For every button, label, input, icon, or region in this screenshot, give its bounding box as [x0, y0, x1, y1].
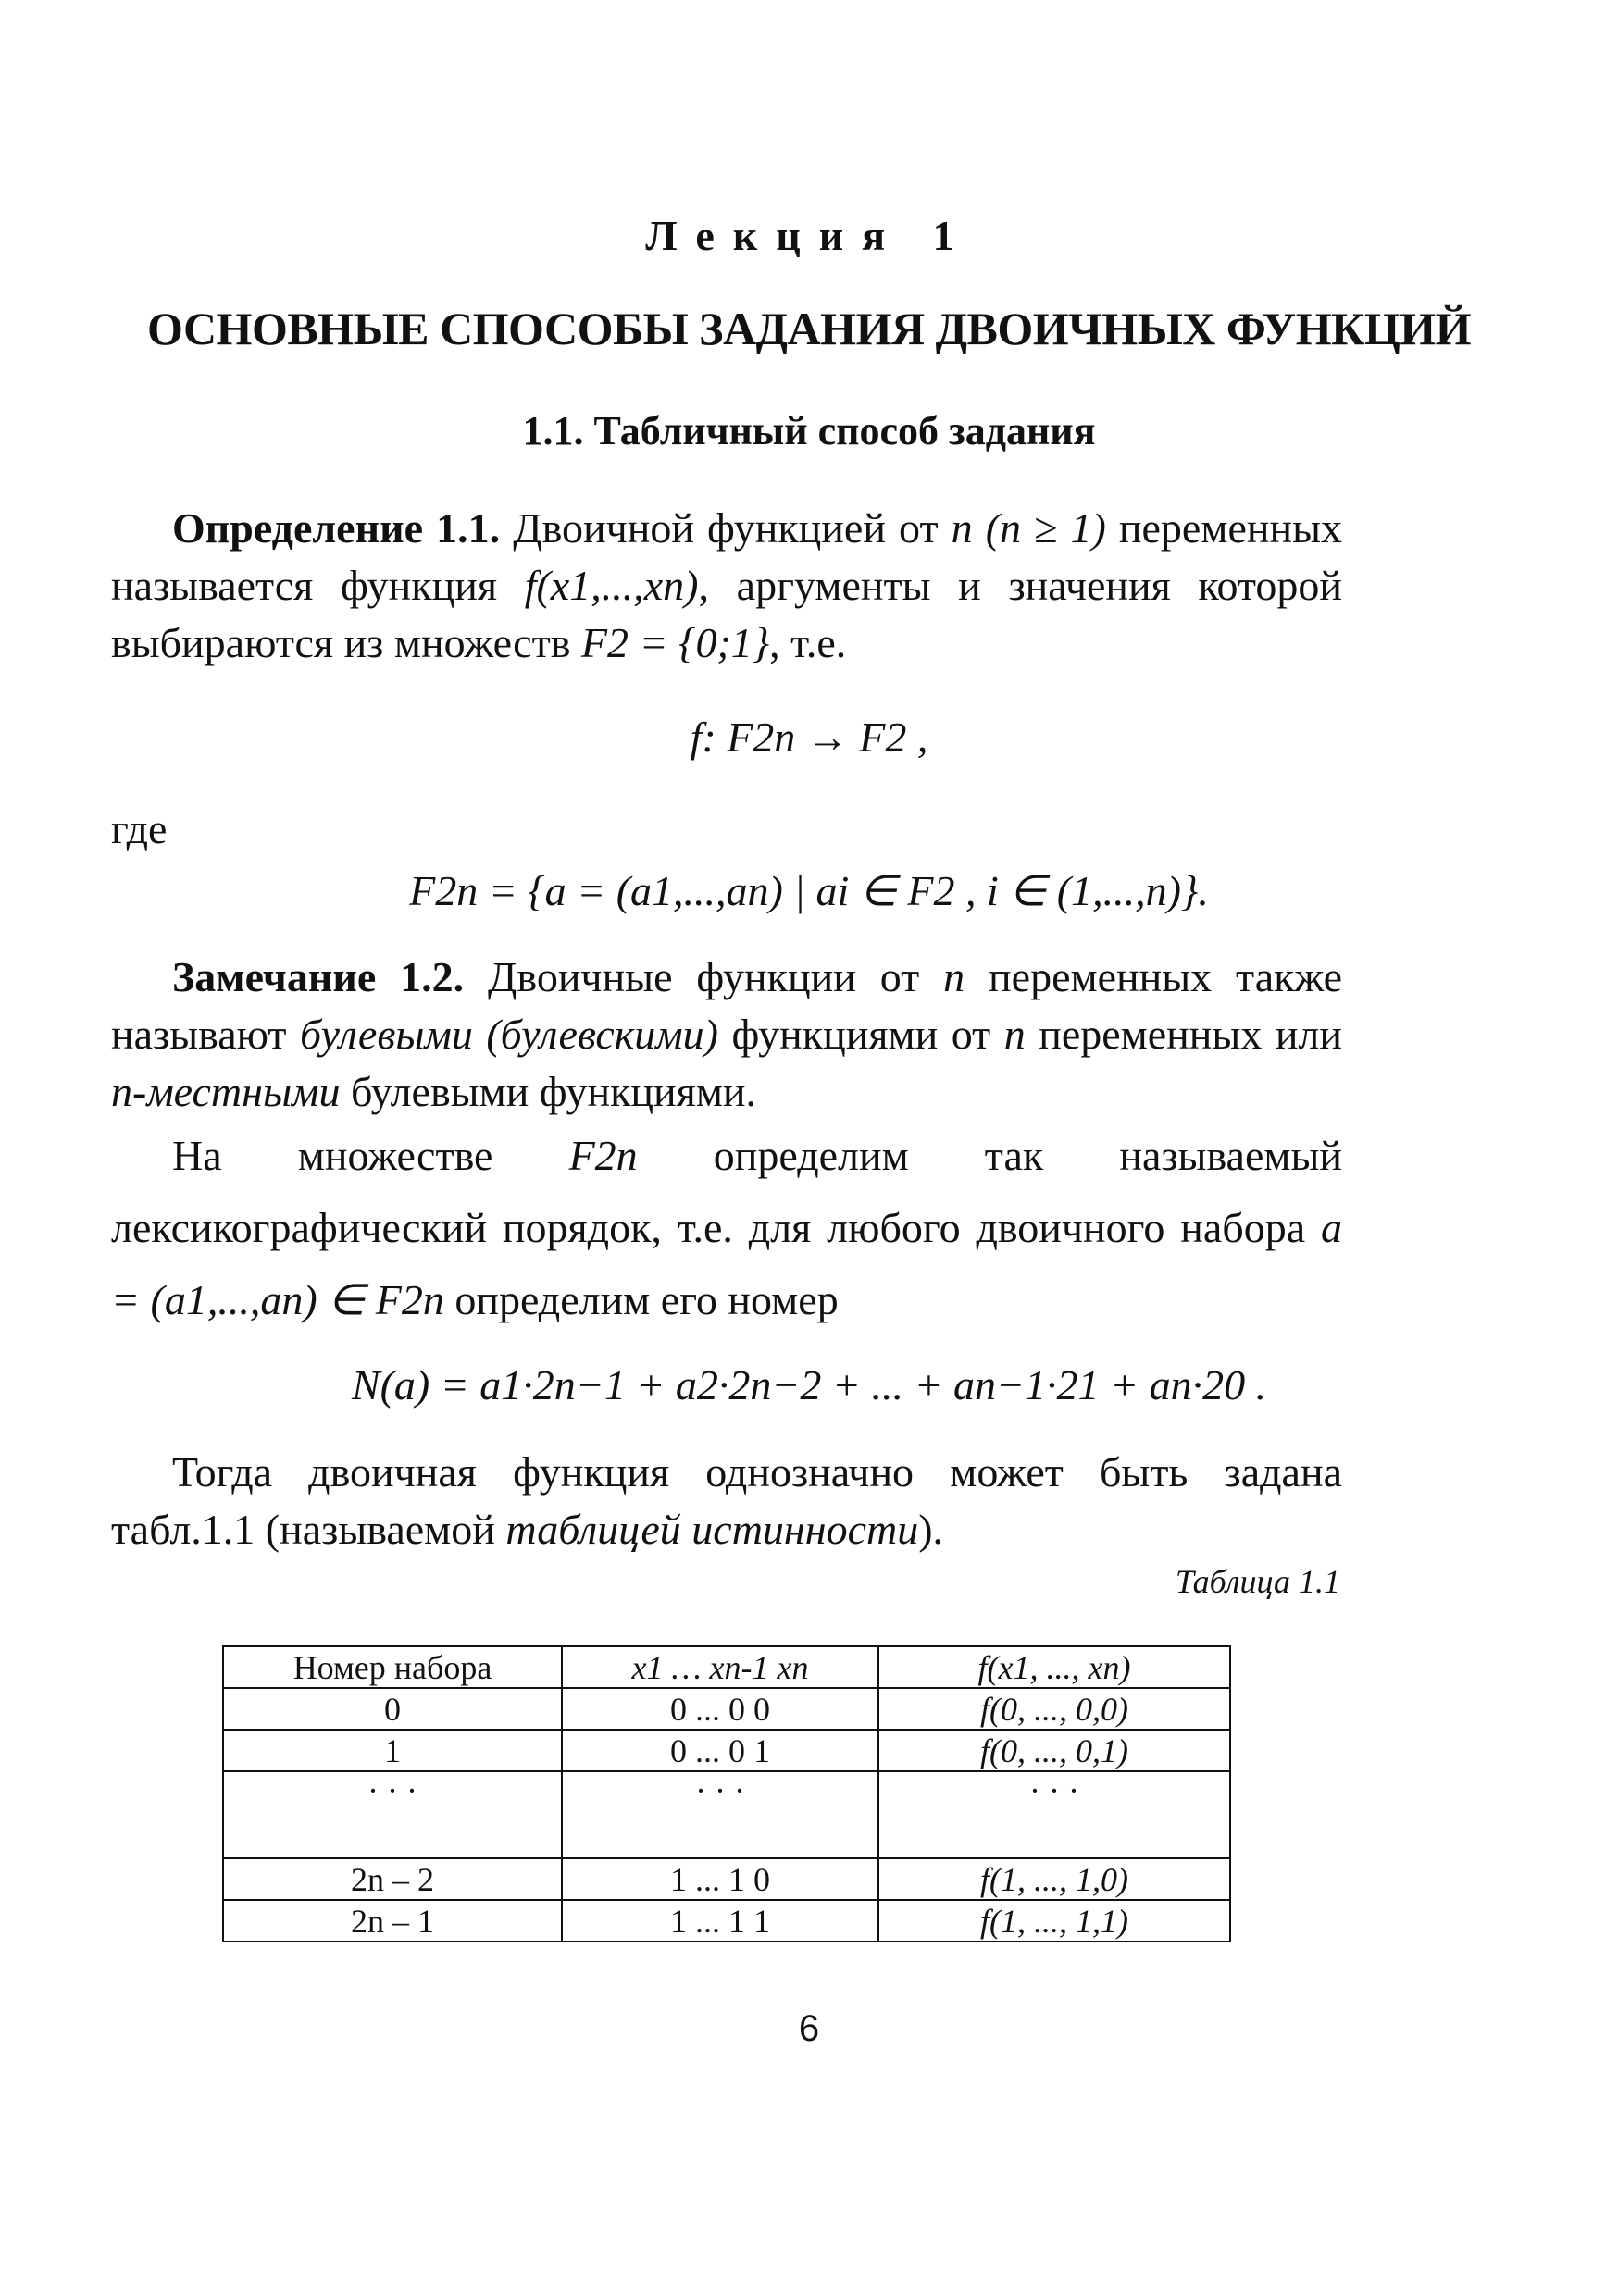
table-cell: · · ·	[223, 1771, 562, 1858]
remark-boolean-alt: (булевскими)	[486, 1011, 718, 1058]
table-caption: Таблица 1.1	[1175, 1563, 1340, 1600]
table-cell: f(0, ..., 0,0)	[878, 1688, 1230, 1730]
table-cell: 0 ... 0 1	[562, 1730, 878, 1771]
remark-n-2: n	[1003, 1011, 1026, 1058]
remark-text-1: Двоичные функции от	[488, 953, 920, 1000]
order-paragraph	[111, 1120, 1342, 1336]
order-text-3: определим его номер	[454, 1276, 839, 1323]
order-set: F2n	[568, 1132, 638, 1179]
then-paragraph	[111, 1444, 1342, 1558]
table-cell: 2n – 2	[223, 1858, 562, 1900]
table-cell: 0	[223, 1688, 562, 1730]
table-header-row	[223, 1646, 1230, 1688]
table-row	[223, 1900, 1230, 1942]
table-cell: f(1, ..., 1,0)	[878, 1858, 1230, 1900]
where-word: где	[111, 805, 168, 852]
table-cell: f(0, ..., 0,1)	[878, 1730, 1230, 1771]
then-text-1: Тогда двоичная функция однозначно может быть задана табл.1.1 (называемой	[111, 1448, 1342, 1553]
remark-n-local: n-местными	[111, 1068, 341, 1115]
definition-text-4: , т.е.	[769, 619, 847, 666]
definition-text-1: Двоичной функцией от	[513, 504, 939, 552]
table-header-cell: Номер набора	[223, 1646, 562, 1688]
table-header-cell: x1 … xn-1 xn	[562, 1646, 878, 1688]
truth-table	[222, 1645, 1231, 1942]
section-title: 1.1. Табличный способ задания	[522, 408, 1096, 453]
table-row	[223, 1858, 1230, 1900]
order-tuple: a = (a1,...,an) ∈ F2n	[111, 1204, 1343, 1323]
definition-text-2: переменных называется функция	[111, 504, 1343, 609]
table-cell: 2n – 1	[223, 1900, 562, 1942]
definition-text-3: , аргументы и значения которой выбираются из множеств	[111, 562, 1342, 666]
order-text-2: определим так называемый лексикографический порядок, т.е. для любого двоичного набора	[111, 1132, 1343, 1251]
definition-set: F2 = {0;1}	[580, 619, 770, 666]
table-row	[223, 1688, 1230, 1730]
then-term: таблицей истинности	[505, 1506, 919, 1553]
remark-text-4: переменных или	[1039, 1011, 1343, 1058]
formula-number: N(a) = a1·2n−1 + a2·2n−2 + ... + an−1·21 + an·20 .	[351, 1361, 1267, 1409]
remark-paragraph	[111, 949, 1342, 1121]
chapter-title: ОСНОВНЫЕ СПОСОБЫ ЗАДАНИЯ ДВОИЧНЫХ ФУНКЦИЙ	[146, 303, 1472, 354]
definition-function: f(x1,...,xn)	[524, 562, 699, 609]
table-cell: 1 ... 1 0	[562, 1858, 878, 1900]
table-header-cell: f(x1, ..., xn)	[878, 1646, 1230, 1688]
remark-boolean: булевыми	[300, 1011, 473, 1058]
table-cell: 1 ... 1 1	[562, 1900, 878, 1942]
table-cell: · · ·	[878, 1771, 1230, 1858]
page-number: 6	[798, 2008, 820, 2049]
lecture-title: Лекция 1	[645, 212, 973, 259]
table-cell: 0 ... 0 0	[562, 1688, 878, 1730]
remark-text-5: булевыми функциями.	[350, 1068, 757, 1115]
remark-n: n	[943, 953, 965, 1000]
table-row	[223, 1771, 1230, 1858]
formula-set: F2n = {a = (a1,...,an) | ai ∈ F2 , i ∈ (1,...,n)}.	[409, 867, 1209, 914]
order-text-1: На множестве	[172, 1132, 493, 1179]
definition-paragraph	[111, 500, 1342, 672]
definition-label: Определение 1.1.	[172, 504, 501, 552]
table-cell: 1	[223, 1730, 562, 1771]
remark-label: Замечание 1.2.	[172, 953, 465, 1000]
table-cell: f(1, ..., 1,1)	[878, 1900, 1230, 1942]
table-cell: · · ·	[562, 1771, 878, 1858]
remark-text-3: функциями от	[731, 1011, 991, 1058]
table-row	[223, 1730, 1230, 1771]
then-text-2: ).	[918, 1506, 944, 1553]
definition-n-condition: n (n ≥ 1)	[951, 504, 1106, 552]
remark-text-2: переменных также называют	[111, 953, 1343, 1058]
formula-map: f: F2n → F2 ,	[690, 714, 928, 761]
